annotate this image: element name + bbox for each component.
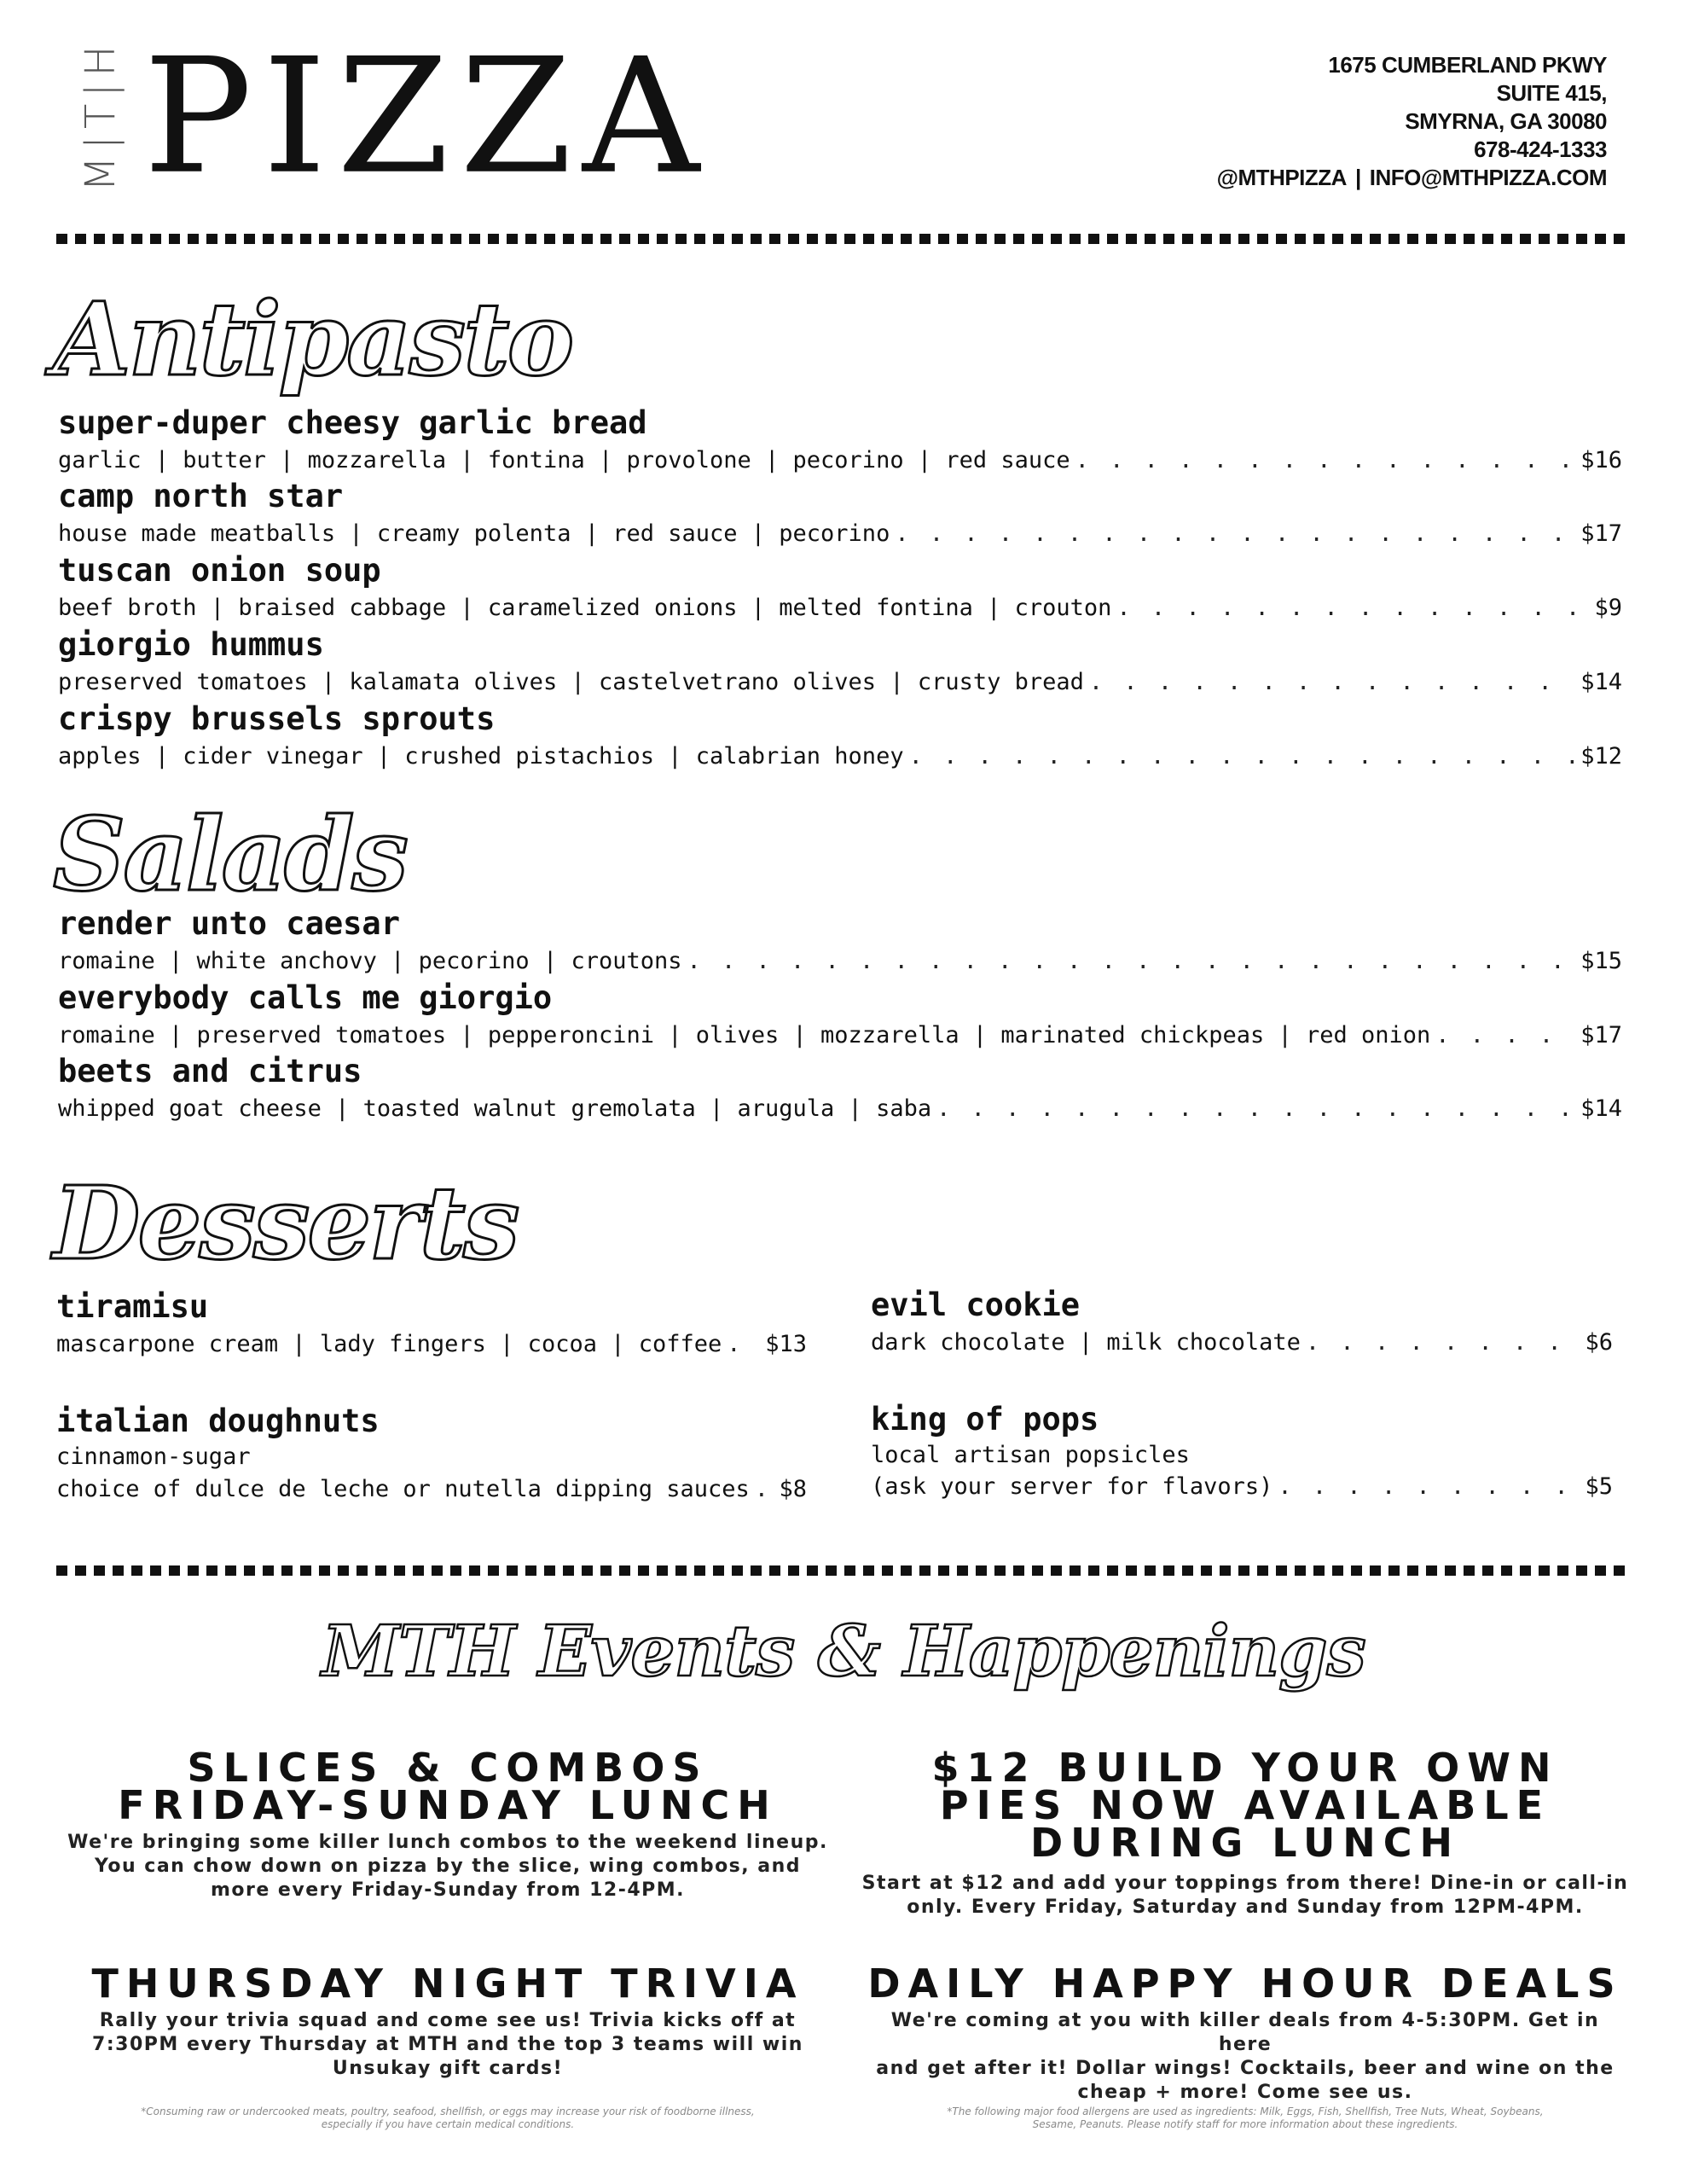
leader-dots <box>1089 669 1575 695</box>
menu-item-detail <box>58 520 1622 547</box>
menu-item-description: (ask your server for flavors) <box>871 1473 1273 1500</box>
phone-number: 678-424-1333 <box>1474 136 1607 162</box>
menu-item-name: giorgio hummus <box>58 626 324 663</box>
menu-item-detail <box>58 447 1622 473</box>
menu-item-name: camp north star <box>58 478 344 514</box>
divider-bottom <box>56 1565 1627 1576</box>
address-line-2: SUITE 415, <box>1496 80 1607 106</box>
event-body: 7:30PM every Thursday at MTH and the top 3 teams will win <box>92 2034 803 2055</box>
menu-item-price: $8 <box>779 1476 807 1502</box>
menu-item-detail <box>58 1022 1622 1048</box>
menu-item-price: $14 <box>1580 669 1622 695</box>
menu-item-description: whipped goat cheese | toasted walnut gremolata | arugula | saba <box>58 1095 932 1122</box>
section-title-desserts: Desserts <box>53 1164 518 1282</box>
menu-item-name: everybody calls me giorgio <box>58 979 553 1016</box>
leader-dots <box>909 743 1576 770</box>
event-heading: DAILY HAPPY HOUR DEALS <box>867 1960 1623 2007</box>
leader-dots <box>1306 1329 1580 1356</box>
menu-item-price: $12 <box>1580 743 1622 770</box>
logo-mth <box>60 34 142 196</box>
leader-dots <box>1278 1473 1580 1500</box>
menu-item-detail <box>56 1476 807 1502</box>
menu-item-name: crispy brussels sprouts <box>58 700 496 737</box>
footnote-line: Sesame, Peanuts. Please notify staff for more information about these ingredients. <box>1032 2118 1458 2130</box>
menu-item-detail <box>871 1329 1613 1356</box>
menu-item-price: $5 <box>1585 1473 1613 1500</box>
menu-item-detail <box>58 595 1622 621</box>
event-body: We're coming at you with killer deals from 4-5:30PM. Get in here <box>890 2010 1600 2055</box>
menu-item-description: dark chocolate | milk chocolate <box>871 1329 1301 1356</box>
event-heading: DURING LUNCH <box>1029 1820 1461 1866</box>
event-happy-hour <box>861 1960 1629 2105</box>
menu-item-name: italian doughnuts <box>56 1403 380 1439</box>
divider-top <box>56 234 1627 244</box>
menu-item-price: $6 <box>1585 1329 1613 1356</box>
event-body: more every Friday-Sunday from 12-4PM. <box>210 1879 686 1901</box>
menu-item-detail <box>871 1473 1613 1500</box>
leader-dots <box>755 1476 774 1502</box>
section-title-events: MTH Events & Happenings <box>322 1611 1365 1693</box>
contact-separator: | <box>1354 165 1361 190</box>
menu-item-description: preserved tomatoes | kalamata olives | castelvetrano olives | crusty bread <box>58 669 1084 695</box>
leader-dots <box>687 948 1576 974</box>
menu-item-detail <box>56 1331 807 1357</box>
event-build-your-own <box>861 1745 1629 1920</box>
event-heading: $12 BUILD YOUR OWN <box>931 1745 1559 1791</box>
leader-dots <box>727 1331 760 1357</box>
footnote-allergens <box>861 2106 1629 2131</box>
event-body: Start at $12 and add your toppings from there! Dine-in or call-in <box>861 1873 1629 1894</box>
menu-item-price: $16 <box>1580 447 1622 473</box>
event-body: Unsukay gift cards! <box>332 2058 564 2079</box>
menu-item-description: house made meatballs | creamy polenta | red sauce | pecorino <box>58 520 890 547</box>
address-line-1: 1675 CUMBERLAND PKWY <box>1328 52 1607 78</box>
leader-dots <box>895 520 1575 547</box>
menu-item-name: evil cookie <box>871 1287 1081 1323</box>
menu-item-description: mascarpone cream | lady fingers | cocoa | coffee <box>56 1331 722 1357</box>
event-slices-combos <box>60 1745 836 1902</box>
menu-item-price: $15 <box>1580 948 1622 974</box>
menu-item-name: beets and citrus <box>58 1053 362 1089</box>
menu-item-price: $9 <box>1594 595 1622 621</box>
menu-item-detail <box>58 669 1622 695</box>
leader-dots <box>1116 595 1589 621</box>
menu-item-name: tuscan onion soup <box>58 552 381 589</box>
footnote-food-safety <box>60 2106 836 2131</box>
event-body: cheap + more! Come see us. <box>1077 2082 1413 2103</box>
menu-item-description: apples | cider vinegar | crushed pistachios | calabrian honey <box>58 743 904 770</box>
menu-item-price: $17 <box>1580 1022 1622 1048</box>
menu-item-description: choice of dulce de leche or nutella dipping sauces <box>56 1476 750 1502</box>
address-line-3: SMYRNA, GA 30080 <box>1405 108 1607 134</box>
leader-dots <box>936 1095 1575 1122</box>
menu-item-price: $17 <box>1580 520 1622 547</box>
event-body: Rally your trivia squad and come see us! Trivia kicks off at <box>99 2010 797 2031</box>
menu-item-subline: local artisan popsicles <box>871 1442 1190 1468</box>
menu-item-detail <box>58 1095 1622 1122</box>
email-address: INFO@MTHPIZZA.COM <box>1369 165 1607 190</box>
address-block <box>1217 51 1607 192</box>
event-body: only. Every Friday, Saturday and Sunday from 12PM-4PM. <box>907 1896 1584 1918</box>
menu-item-description: romaine | white anchovy | pecorino | croutons <box>58 948 682 974</box>
menu-item-name: render unto caesar <box>58 905 400 942</box>
menu-item-name: king of pops <box>871 1401 1099 1438</box>
footnote-line: *Consuming raw or undercooked meats, poultry, seafood, shellfish, or eggs may increase your risk of foodborne illness, <box>141 2106 755 2117</box>
section-title-salads: Salads <box>53 795 406 914</box>
leader-dots <box>1435 1022 1575 1048</box>
menu-item-price: $14 <box>1580 1095 1622 1122</box>
menu-item-description: beef broth | braised cabbage | caramelized onions | melted fontina | crouton <box>58 595 1112 621</box>
footnote-line: *The following major food allergens are used as ingredients: Milk, Eggs, Fish, Shellfish, Tree Nuts, Wheat, Soybeans, <box>947 2106 1544 2117</box>
event-heading: FRIDAY-SUNDAY LUNCH <box>118 1782 778 1828</box>
menu-item-name: super-duper cheesy garlic bread <box>58 404 647 441</box>
contact-line <box>1217 164 1607 192</box>
event-heading: PIES NOW AVAILABLE <box>939 1782 1551 1828</box>
event-body: We're bringing some killer lunch combos to the weekend lineup. <box>67 1832 828 1853</box>
menu-item-description: romaine | preserved tomatoes | pepperoncini | olives | mozzarella | marinated chickpeas | red onion <box>58 1022 1431 1048</box>
event-thursday-trivia <box>60 1960 836 2081</box>
footnote-line: especially if you have certain medical conditions. <box>321 2118 575 2130</box>
menu-item-name: tiramisu <box>56 1288 209 1325</box>
social-handle: @MTHPIZZA <box>1216 165 1347 190</box>
event-body: You can chow down on pizza by the slice, wing combos, and <box>94 1856 802 1877</box>
event-heading: THURSDAY NIGHT TRIVIA <box>91 1960 804 2007</box>
section-title-antipasto: Antipasto <box>53 280 572 398</box>
menu-item-description: garlic | butter | mozzarella | fontina | provolone | pecorino | red sauce <box>58 447 1070 473</box>
menu-item-detail <box>58 948 1622 974</box>
logo-mth-text: M|T|H <box>77 38 125 192</box>
menu-item-subline: cinnamon-sugar <box>56 1443 251 1470</box>
menu-item-detail <box>58 743 1622 770</box>
event-heading: SLICES & COMBOS <box>187 1745 709 1791</box>
leader-dots <box>1075 447 1576 473</box>
logo-pizza: PIZZA <box>143 24 710 209</box>
event-body: and get after it! Dollar wings! Cocktails, beer and wine on the <box>876 2058 1615 2079</box>
menu-item-price: $13 <box>765 1331 807 1357</box>
